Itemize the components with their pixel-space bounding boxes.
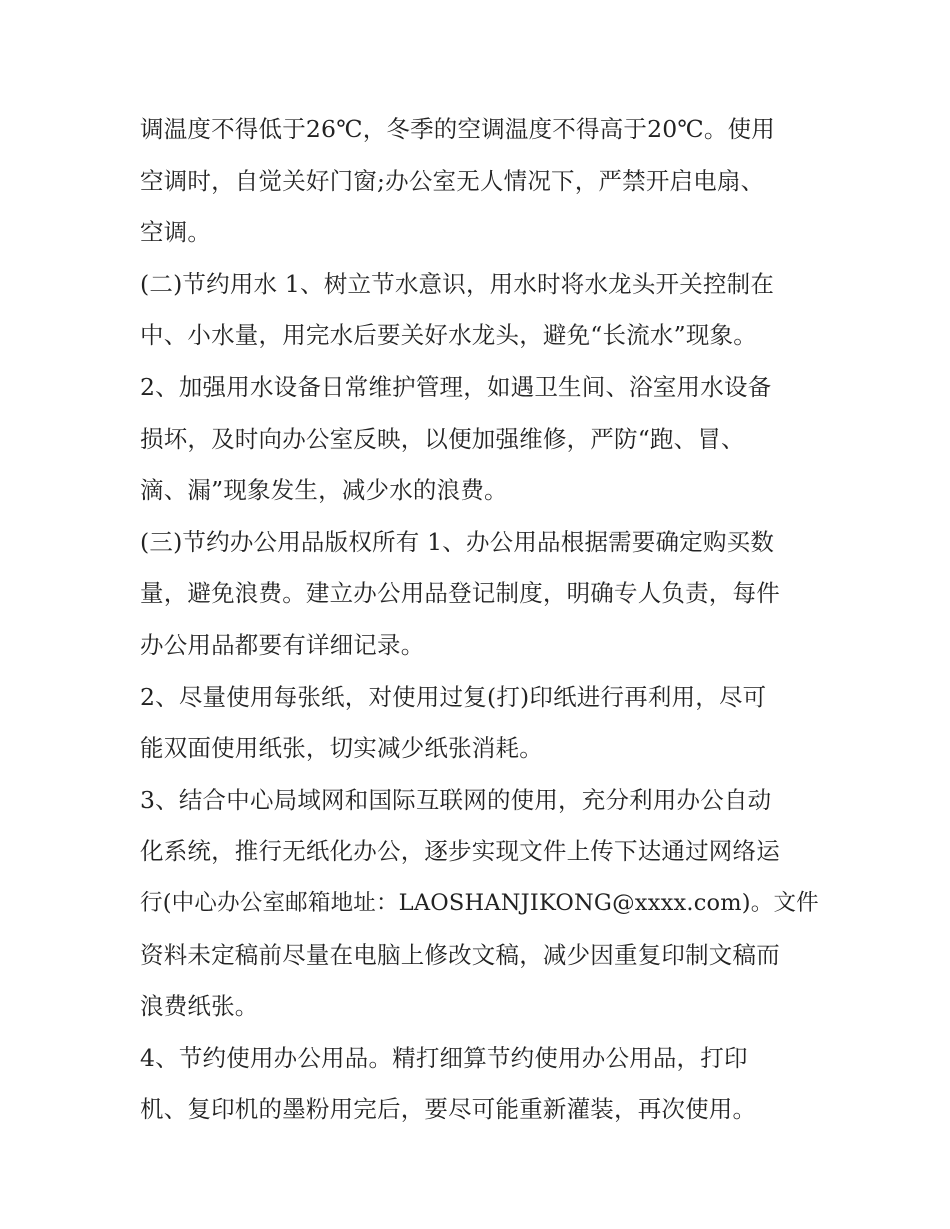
text-line: 办公用品都要有详细记录。 <box>140 630 425 659</box>
text-line: (三)节约办公用品版权所有 1、办公用品根据需要确定购买数 <box>140 527 775 556</box>
text-line: 空调时，自觉关好门窗;办公室无人情况下，严禁开启电扇、 <box>140 166 765 195</box>
text-line: 损坏，及时向办公室反映，以便加强维修，严防“跑、冒、 <box>140 424 745 453</box>
text-line: 浪费纸张。 <box>140 992 259 1021</box>
text-line: 能双面使用纸张，切实减少纸张消耗。 <box>140 734 543 763</box>
text-line: 2、加强用水设备日常维护管理，如遇卫生间、浴室用水设备 <box>140 372 772 401</box>
document-body <box>140 104 820 1136</box>
text-line: 3、结合中心局域网和国际互联网的使用，充分利用办公自动 <box>140 785 772 814</box>
text-line: 化系统，推行无纸化办公，逐步实现文件上传下达通过网络运 <box>140 837 780 866</box>
text-line: 2、尽量使用每张纸，对使用过复(打)印纸进行再利用，尽可 <box>140 682 767 711</box>
text-line: 量，避免浪费。建立办公用品登记制度，明确专人负责，每件 <box>140 579 780 608</box>
text-line: 中、小水量，用完水后要关好水龙头，避免“长流水”现象。 <box>140 321 757 350</box>
text-line: (二)节约用水 1、树立节水意识，用水时将水龙头开关控制在 <box>140 269 775 298</box>
text-line: 行(中心办公室邮箱地址：LAOSHANJIKONG@xxxx.com)。文件 <box>140 889 819 916</box>
text-line: 资料未定稿前尽量在电脑上修改文稿，减少因重复印制文稿而 <box>140 940 780 969</box>
text-line: 机、复印机的墨粉用完后，要尽可能重新灌装，再次使用。 <box>140 1095 757 1124</box>
text-line: 调温度不得低于26℃，冬季的空调温度不得高于20℃。使用 <box>140 115 775 143</box>
text-line: 空调。 <box>140 218 212 247</box>
text-line: 4、节约使用办公用品。精打细算节约使用办公用品，打印 <box>140 1043 748 1072</box>
text-line: 滴、漏”现象发生，减少水的浪费。 <box>140 476 508 505</box>
